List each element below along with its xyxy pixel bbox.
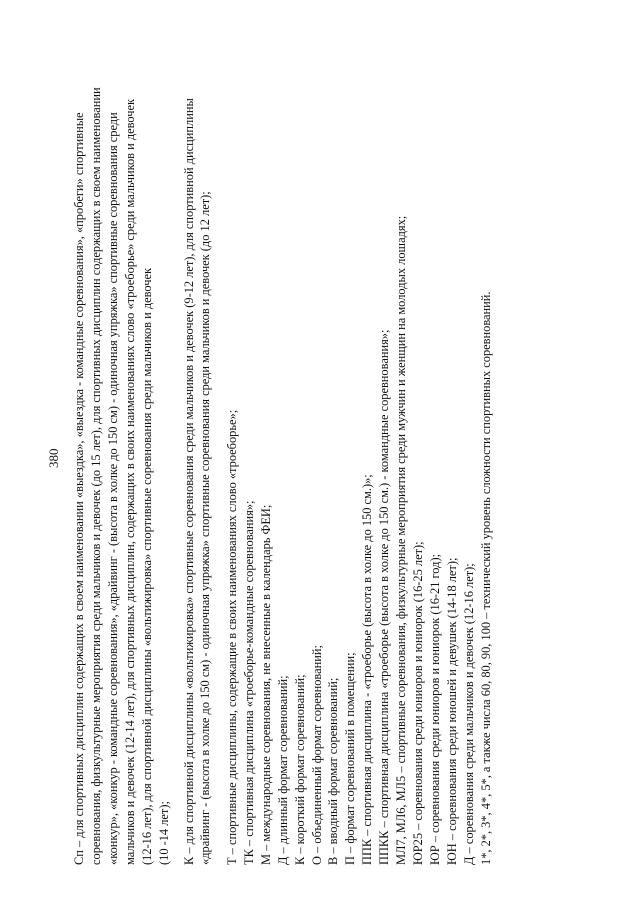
line-b3-12: ЮР – соревнования среди юниоров и юниорок (16-21 год); <box>428 553 442 865</box>
line-b3-8: ППК – спортивная дисциплина - «троеборье (высота в холке до 150 см.)»; <box>360 474 374 865</box>
line-b3-13: ЮН – соревнования среди юношей и девушек (14-18 лет); <box>445 557 459 865</box>
line-b1-3: мальчиков и девочек (12-14 лет), для спортивных дисциплин, содержащих в своих наименованиях слово «троеборье» среди мальчиков и девочек <box>123 98 137 865</box>
line-b3-4: К – короткий формат соревнований; <box>293 674 307 865</box>
line-b3-0: Т – спортивные дисциплины, содержащие в своих наименованиях слово «троеборье»; <box>225 409 239 865</box>
line-b3-11: ЮР25 – соревнования среди юниоров и юниорок (16-25 лет); <box>411 541 425 865</box>
line-b3-7: П – формат соревнований в помещении; <box>343 652 357 865</box>
line-b1-4: (12-16 лет), для спортивной дисциплины «вольтижировка» спортивные соревнования среди мальчиков и девочек <box>140 267 154 865</box>
line-b3-5: О – объединенный формат соревнований; <box>310 645 324 865</box>
line-b3-10: МЛ7, МЛ6, МЛ5 – спортивные соревнования, физкультурные мероприятия среди мужчин и женщин на молодых лошадях; <box>394 215 408 865</box>
line-b2-0: К – для спортивной дисциплины «вольтижировка» спортивные соревнования среди мальчиков и девочек (9-12 лет), для спортивной дисциплины <box>182 98 196 865</box>
line-b3-9: ППКК – спортивная дисциплина «троеборье (высота в холке до 150 см.) - командные соревнования»; <box>377 329 391 865</box>
line-b1-2: «конкур», «конкур - командные соревнования», «драйвинг - (высота в холке до 150 см) - одиночная упряжка» спортивные соревнования среди <box>106 112 120 865</box>
line-b3-15: 1*, 2*, 3*, 4*, 5*, а также числа 60, 80, 90, 100 – технический уровень сложности спортивных соревнований. <box>479 291 493 865</box>
line-b1-0: Сп – для спортивных дисциплин содержащих в своем наименовании «выездка», «выездка - командные соревнования», «пробеги» спортивные <box>72 112 86 865</box>
line-b3-6: В – вводный формат соревнований; <box>326 677 340 865</box>
line-b1-1: соревнования, физкультурные мероприятия среди мальчиков и девочек (до 15 лет), для спортивных дисциплин содержащих в своем наименовании <box>89 87 103 865</box>
line-b1-5: (10 -14 лет); <box>157 801 171 865</box>
page-number: 380 <box>46 448 61 468</box>
line-b3-2: М – международные соревнования, не внесенные в календарь ФЕИ; <box>259 504 273 865</box>
line-b3-14: Д – соревнования среди мальчиков и девочек (12-16 лет); <box>462 563 476 865</box>
line-b3-1: ТК – спортивная дисциплина «троеборье-командные соревнования»; <box>242 500 256 865</box>
line-b2-1: «драйвинг - (высота в холке до 150 см) - одиночная упряжка» спортивные соревнования среди мальчиков и девочек (до 12 лет); <box>198 191 212 865</box>
line-b3-3: Д – длинный формат соревнований; <box>276 675 290 865</box>
